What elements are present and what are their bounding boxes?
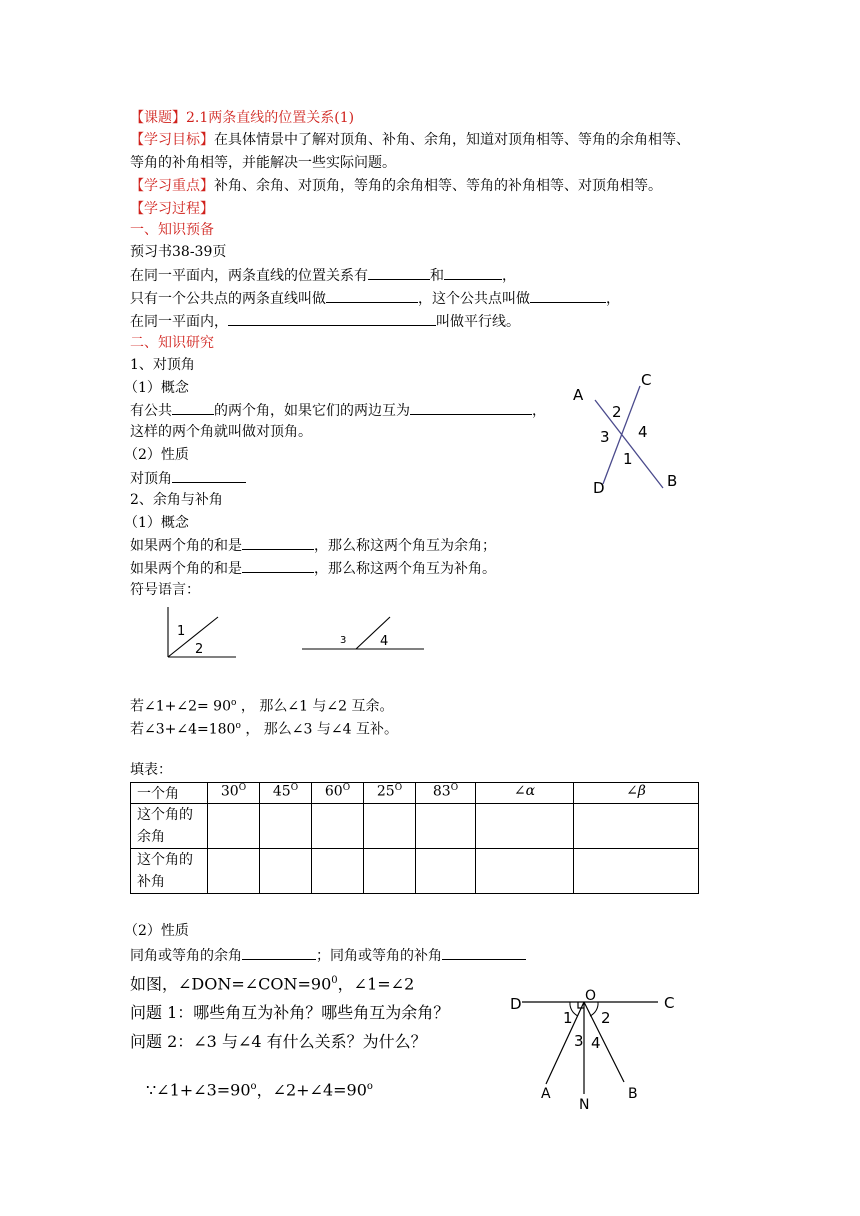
because-line bbox=[146, 1077, 373, 1100]
preview-line: 预习书38-39页 bbox=[130, 244, 227, 260]
property-heading: （2）性质 bbox=[124, 447, 189, 463]
table-cell[interactable] bbox=[312, 804, 364, 849]
table-row bbox=[131, 849, 699, 894]
key-text: 补角、余角、对顶角，等角的余角相等、等角的补角相等、对顶角相等。 bbox=[214, 178, 662, 194]
table-cell[interactable] bbox=[476, 849, 574, 894]
table-cell[interactable] bbox=[574, 804, 699, 849]
definition-line-2: 这样的两个角就叫做对顶角。 bbox=[130, 424, 312, 440]
blank bbox=[242, 558, 314, 573]
vertical-angle-heading: 1、对顶角 bbox=[130, 357, 195, 373]
table-header-row bbox=[131, 783, 699, 804]
label-d: D bbox=[510, 995, 522, 1013]
degree-mark: o bbox=[235, 721, 241, 731]
label-2: 2 bbox=[601, 1009, 611, 1027]
degree-mark: 0 bbox=[331, 975, 338, 986]
angle-table bbox=[130, 782, 699, 894]
table-cell[interactable] bbox=[476, 804, 574, 849]
because-tail: ，∠2+∠4=90 bbox=[256, 1080, 367, 1100]
symbol-language: 符号语言： bbox=[130, 582, 200, 598]
table-cell[interactable] bbox=[260, 849, 312, 894]
label-3: 3 bbox=[600, 428, 610, 446]
sym1-tail: ， 那么∠1 与∠2 互余。 bbox=[240, 698, 394, 715]
label-a: A bbox=[541, 1086, 551, 1102]
comp-supp-heading: 2、余角与补角 bbox=[130, 492, 223, 508]
label-4: 4 bbox=[638, 423, 648, 441]
property2-line bbox=[130, 945, 526, 966]
relation-and: 和 bbox=[430, 268, 444, 284]
blank bbox=[410, 400, 532, 415]
comma: ， bbox=[502, 268, 516, 284]
label-a: A bbox=[573, 386, 584, 404]
intersect-line bbox=[130, 288, 620, 309]
page-title: 2.1两条直线的位置关系(1) bbox=[186, 110, 355, 126]
process-tag: 【学习过程】 bbox=[130, 201, 214, 217]
sym2-text: 若∠3+∠4=180 bbox=[130, 721, 236, 738]
label-c: C bbox=[664, 994, 675, 1012]
table-cell[interactable] bbox=[574, 849, 699, 894]
row-label: 这个角的 余角 bbox=[131, 804, 208, 849]
label-c: C bbox=[641, 371, 652, 389]
degree-mark: o bbox=[366, 1081, 373, 1092]
label-1: 1 bbox=[563, 1009, 573, 1027]
definition-line bbox=[130, 400, 546, 421]
label-4: 4 bbox=[380, 634, 389, 649]
supp-text-b: ，那么称这两个角互为补角。 bbox=[314, 561, 496, 577]
blank bbox=[326, 288, 418, 303]
comp-text-a: 如果两个角的和是 bbox=[130, 538, 242, 554]
label-2: 2 bbox=[612, 403, 622, 421]
sym1-text: 若∠1+∠2= 90 bbox=[130, 698, 232, 715]
concept2-heading: （1）概念 bbox=[124, 515, 189, 531]
parallel-text-a: 在同一平面内， bbox=[130, 314, 228, 330]
vertical-angles-figure bbox=[565, 368, 705, 498]
label-o: O bbox=[585, 988, 597, 1004]
angle-arc-right bbox=[590, 1002, 598, 1016]
label-n: N bbox=[579, 1097, 590, 1113]
supp-text-a: 如果两个角的和是 bbox=[130, 561, 242, 577]
blank bbox=[228, 311, 436, 326]
supplement-line bbox=[130, 558, 496, 579]
header-cell: ∠β bbox=[574, 783, 699, 804]
section2-heading: 二、知识研究 bbox=[130, 335, 214, 351]
row-label: 这个角的 补角 bbox=[131, 849, 208, 894]
sym2-tail: ， 那么∠3 与∠4 互补。 bbox=[245, 721, 398, 738]
section1-heading: 一、知识预备 bbox=[130, 222, 214, 238]
degree-mark: o bbox=[231, 698, 237, 708]
label-d: D bbox=[593, 479, 605, 497]
key-tag: 【学习重点】 bbox=[130, 178, 214, 194]
intro-text: 如图，∠DON=∠CON=90 bbox=[130, 974, 332, 994]
key-line bbox=[130, 176, 662, 196]
label-3: 3 bbox=[340, 635, 347, 646]
goal-tag: 【学习目标】 bbox=[130, 132, 214, 148]
header-cell: $83^O$ bbox=[416, 783, 476, 804]
question-1: 问题 1：哪些角互为补角？哪些角互为余角？ bbox=[130, 1003, 450, 1022]
blank bbox=[368, 265, 430, 280]
question-2: 问题 2：∠3 与∠4 有什么关系？为什么？ bbox=[130, 1032, 427, 1051]
goal-text-1: 在具体情景中了解对顶角、补角、余角，知道对顶角相等、等角的余角相等、 bbox=[214, 132, 690, 148]
relation-line bbox=[130, 265, 516, 286]
table-cell[interactable] bbox=[260, 804, 312, 849]
blank bbox=[444, 265, 502, 280]
table-cell[interactable] bbox=[208, 804, 260, 849]
prop2-text-b: ；同角或等角的补角 bbox=[316, 948, 442, 964]
figure-intro bbox=[130, 971, 414, 994]
comma: ， bbox=[606, 291, 620, 307]
def-text-b: 的两个角，如果它们的两边互为 bbox=[214, 403, 410, 419]
property-line bbox=[130, 468, 246, 489]
symbol-line-2 bbox=[130, 716, 398, 740]
header-cell: $45^O$ bbox=[260, 783, 312, 804]
label-1: 1 bbox=[623, 450, 633, 468]
degree-mark: o bbox=[250, 1081, 257, 1092]
blank bbox=[172, 400, 214, 415]
goal-line-2: 等角的补角相等，并能解决一些实际问题。 bbox=[130, 155, 396, 171]
blank bbox=[242, 945, 316, 960]
middle-ray bbox=[168, 617, 218, 657]
label-b: B bbox=[628, 1086, 638, 1102]
table-cell[interactable] bbox=[312, 849, 364, 894]
header-cell: $60^O$ bbox=[312, 783, 364, 804]
title-tag: 【课题】 bbox=[130, 110, 186, 126]
parallel-text-b: 叫做平行线。 bbox=[436, 314, 520, 330]
concept-heading: （1）概念 bbox=[124, 380, 189, 396]
table-cell[interactable] bbox=[364, 804, 416, 849]
header-cell: $30^O$ bbox=[208, 783, 260, 804]
don-con-figure bbox=[508, 988, 688, 1113]
blank bbox=[172, 468, 246, 483]
goal-line-1 bbox=[130, 130, 690, 150]
property2-heading: （2）性质 bbox=[124, 923, 189, 939]
table-cell[interactable] bbox=[416, 849, 476, 894]
table-cell[interactable] bbox=[416, 804, 476, 849]
label-1: 1 bbox=[177, 624, 186, 639]
label-b: B bbox=[667, 472, 678, 490]
prop2-text-a: 同角或等角的余角 bbox=[130, 948, 242, 964]
parallel-line bbox=[130, 311, 520, 332]
header-cell: 一个角 bbox=[131, 783, 208, 804]
label-2: 2 bbox=[195, 642, 204, 657]
comp-supp-figure bbox=[160, 603, 460, 663]
intro-tail: ，∠1=∠2 bbox=[337, 974, 415, 994]
point-text: ，这个公共点叫做 bbox=[418, 291, 530, 307]
header-cell: ∠α bbox=[476, 783, 574, 804]
blank bbox=[242, 535, 314, 550]
def-text-a: 有公共 bbox=[130, 403, 172, 419]
complement-line bbox=[130, 535, 496, 556]
table-row bbox=[131, 804, 699, 849]
blank bbox=[442, 945, 526, 960]
because-text: ∵∠1+∠3=90 bbox=[146, 1080, 251, 1100]
label-3: 3 bbox=[574, 1032, 584, 1050]
comma: ， bbox=[532, 403, 546, 419]
blank bbox=[530, 288, 606, 303]
title-line bbox=[130, 108, 354, 128]
fill-table-label: 填表： bbox=[130, 762, 172, 778]
table-cell[interactable] bbox=[208, 849, 260, 894]
header-cell: $25^O$ bbox=[364, 783, 416, 804]
relation-text: 在同一平面内，两条直线的位置关系有 bbox=[130, 268, 368, 284]
label-4: 4 bbox=[591, 1034, 601, 1052]
symbol-line-1 bbox=[130, 693, 394, 717]
table-cell[interactable] bbox=[364, 849, 416, 894]
prop-text: 对顶角 bbox=[130, 471, 172, 487]
comp-text-b: ，那么称这两个角互为余角； bbox=[314, 538, 496, 554]
intersect-text: 只有一个公共点的两条直线叫做 bbox=[130, 291, 326, 307]
